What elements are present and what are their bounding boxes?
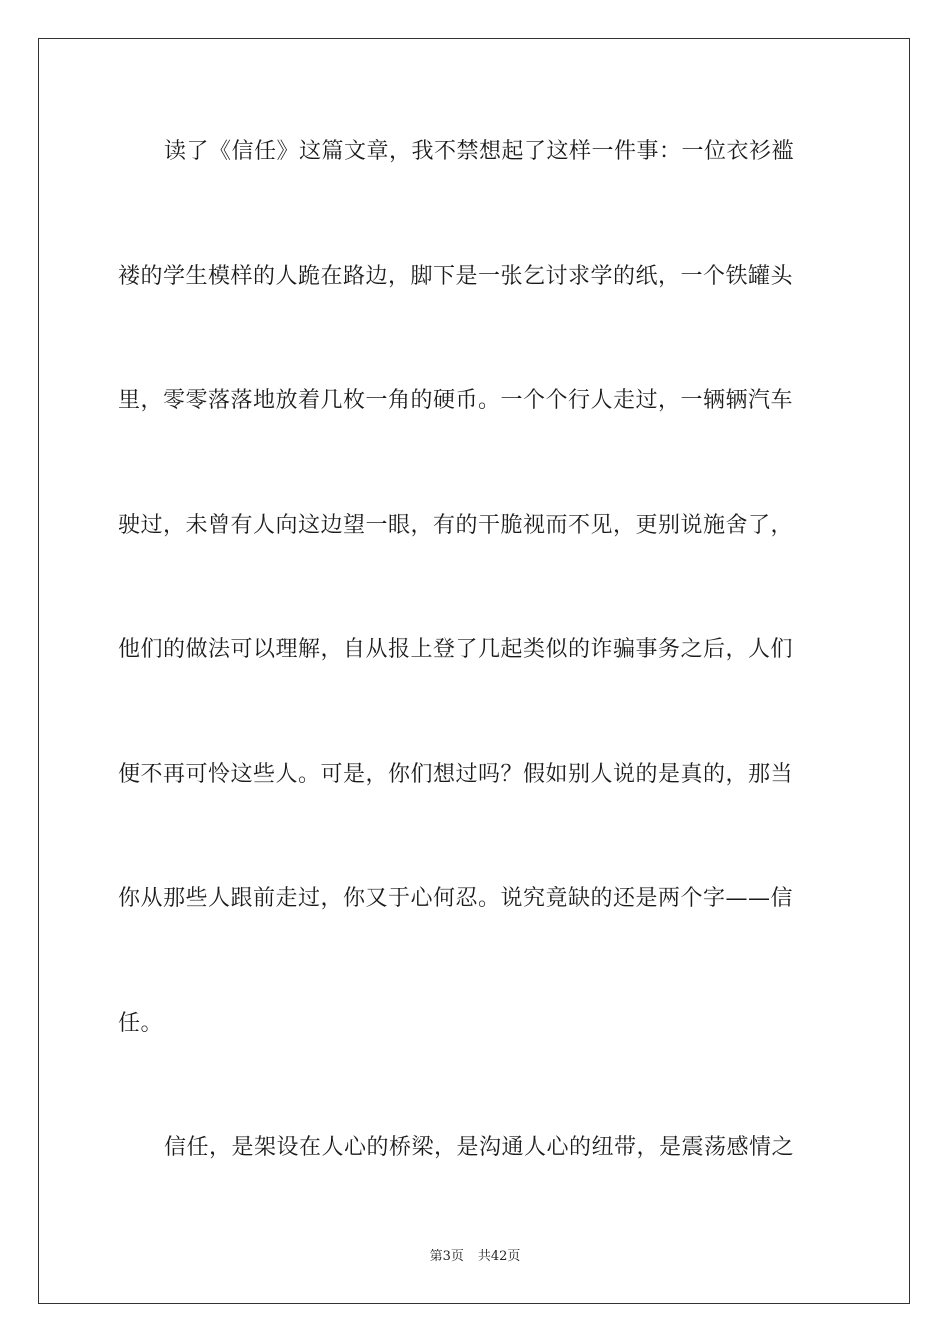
page-border	[38, 38, 910, 1304]
page-footer	[0, 1248, 950, 1266]
paragraph-line: 褛的学生模样的人跪在路边，脚下是一张乞讨求学的纸，一个铁罐头	[118, 264, 794, 289]
paragraph-line: 信任，是架设在人心的桥梁，是沟通人心的纽带，是震荡感情之	[164, 1135, 795, 1160]
paragraph-line: 你从那些人跟前走过，你又于心何忍。说究竟缺的还是两个字——信	[118, 886, 794, 911]
paragraph-line: 读了《信任》这篇文章，我不禁想起了这样一件事：一位衣衫褴	[164, 139, 795, 164]
page-number-current: 第3页	[429, 1249, 464, 1264]
paragraph-line: 他们的做法可以理解，自从报上登了几起类似的诈骗事务之后，人们	[118, 637, 794, 662]
paragraph-line: 驶过，未曾有人向这边望一眼，有的干脆视而不见，更别说施舍了，	[118, 513, 794, 538]
paragraph-line: 任。	[118, 1011, 164, 1036]
page-number-total: 共42页	[477, 1249, 521, 1264]
paragraph-line: 便不再可怜这些人。可是，你们想过吗？假如别人说的是真的，那当	[118, 762, 794, 787]
paragraph-line: 里，零零落落地放着几枚一角的硬币。一个个行人走过，一辆辆汽车	[118, 388, 794, 413]
